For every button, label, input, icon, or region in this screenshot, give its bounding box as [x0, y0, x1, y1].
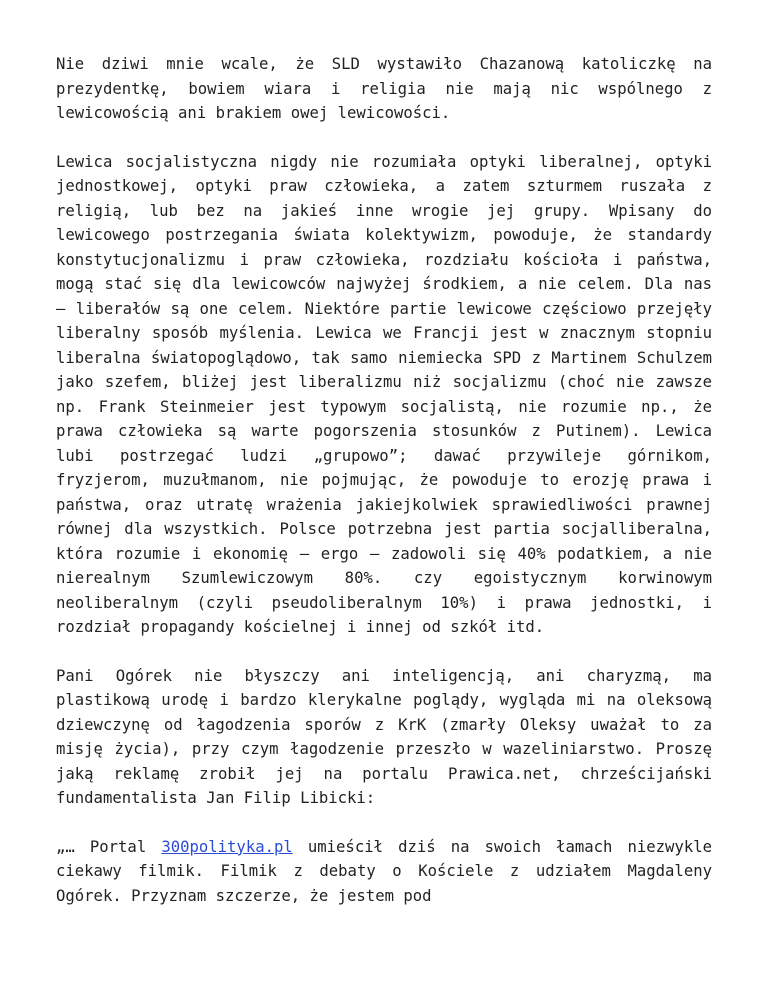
source-link[interactable]: 300polityka.pl [161, 837, 293, 856]
paragraph-2: Lewica socjalistyczna nigdy nie rozumiała optyki liberalnej, optyki jednostkowej, optyki praw człowieka, a zatem szturmem ruszała z religią, lub bez na jakieś inne wrogie jej grupy. Wpisany do lewicowego postrzegania świata kolektywizm, powoduje, że standardy konstytucjonalizmu i praw człowieka, rozdziału kościoła i państwa, mogą stać się dla lewicowców najwyżej środkiem, a nie celem. Dla nas – liberałów są one celem. Niektóre partie lewicowe częściowo przejęły liberalny sposób myślenia. Lewica we Francji jest w znacznym stopniu liberalna światopoglądowo, tak samo niemiecka SPD z Martinem Schulzem jako szefem, bliżej jest liberalizmu niż socjalizmu (choć nie zawsze np. Frank Steinmeier jest typowym socjalistą, nie rozumie np., że prawa człowieka są warte pogorszenia stosunków z Putinem). Lewica lubi postrzegać ludzi „grupowo”; dawać przywileje górnikom, fryzjerom, muzułmanom, nie pojmując, że powoduje to erozję prawa i państwa, oraz utratę wrażenia jakiejkolwiek sprawiedliwości prawnej równej dla wszystkich. Polsce potrzebna jest partia socjalliberalna, która rozumie i ekonomię – ergo – zadowoli się 40% podatkiem, a nie nierealnym Szumlewiczowym 80%. czy egoistycznym korwinowym neoliberalnym (czyli pseudoliberalnym 10%) i prawa jednostki, i rozdział propagandy kościelnej i innej od szkół itd. [56, 152, 712, 636]
quote-text-before: „… Portal [56, 837, 162, 856]
paragraph-1: Nie dziwi mnie wcale, że SLD wystawiło Chazanową katoliczkę na prezydentkę, bowiem wiara i religia nie mają nic wspólnego z lewicowością ani brakiem owej lewicowości. [56, 55, 712, 122]
paragraph-3: Pani Ogórek nie błyszczy ani inteligencją, ani charyzmą, ma plastikową urodę i bardzo klerykalne poglądy, wygląda mi na oleksową dziewczynę od łagodzenia sporów z KrK (zmarły Oleksy uważał to za misję życia), przy czym łagodzenie przeszło w wazeliniarstwo. Proszę jaką reklamę zrobił jej na portalu Prawica.net, chrześcijański fundamentalista Jan Filip Libicki: [56, 666, 712, 807]
quote-paragraph [56, 835, 712, 909]
quote-text-after: umieścił dziś na swoich łamach niezwykle ciekawy filmik. Filmik z debaty o Kościele z udziałem Magdaleny Ogórek. Przyznam szczerze, że jestem pod [56, 837, 712, 905]
